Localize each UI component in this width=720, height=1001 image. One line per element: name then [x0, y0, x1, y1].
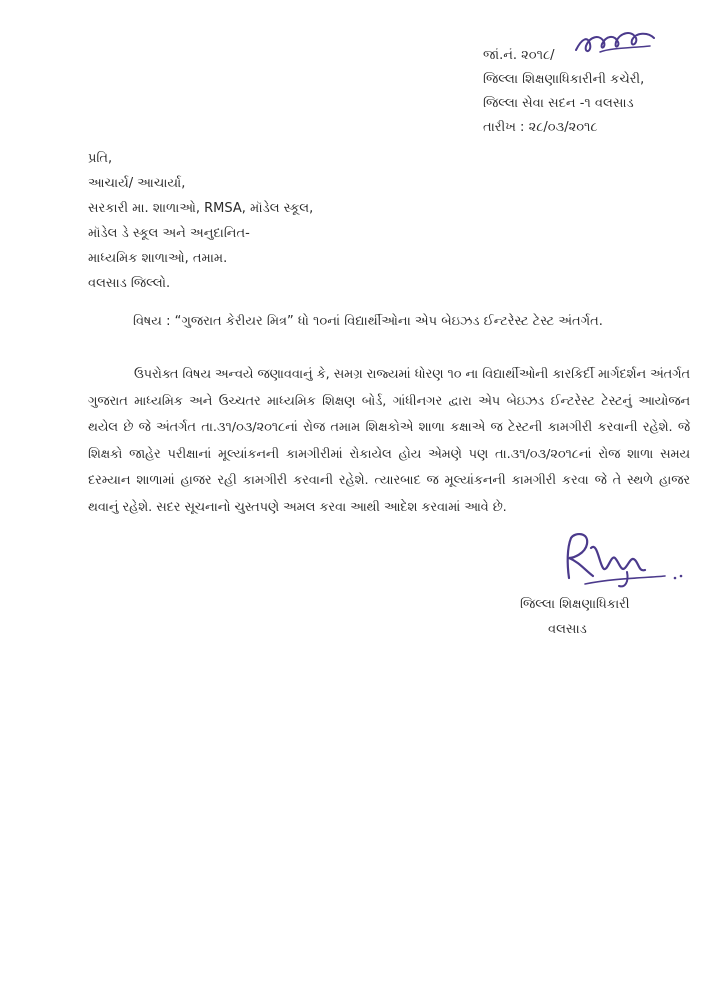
recipient-line: મૉડેલ ડે સ્કૂલ અને અનુદાનિત- [88, 226, 250, 241]
signatory-place: વલસાડ [548, 622, 587, 637]
office-address: જિલ્લા સેવા સદન -૧ વલસાડ [483, 96, 634, 111]
officer-signature [555, 528, 690, 592]
signatory-title: જિલ્લા શિક્ષણાધિકારી [520, 597, 630, 612]
recipient-line: વલસાડ જિલ્લો. [88, 276, 171, 291]
dispatch-number-handwriting [570, 28, 660, 62]
signatory-block [520, 592, 710, 642]
recipient-line: માધ્યમિક શાળાઓ, તમામ. [88, 251, 228, 266]
recipient-block [88, 146, 313, 296]
letter-body: ઉપરોક્ત વિષય અન્વયે જણાવવાનું કે, સમગ્ર રાજ્યમાં ધોરણ ૧૦ ના વિદ્યાર્થીઓની કારકિર્દી માર્ગદર્શન અંતર્ગત ગુજરાત માધ્યમિક અને ઉચ્ચતર માધ્યમિક શિક્ષણ બોર્ડ, ગાંધીનગર દ્વારા એપ બેઇઝડ ઈન્ટરેસ્ટ ટેસ્ટનું આયોજન થયેલ છે જે અંતર્ગત તા.૩૧/૦૩/૨૦૧૮નાં રોજ તમામ શિક્ષકોએ શાળા કક્ષાએ જ ટેસ્ટની કામગીરી કરવાની રહેશે. જે શિક્ષકો જાહેર પરીક્ષાનાં મૂલ્યાંકનની કામગીરીમાં રોકાયેલ હોય એમણે પણ તા.૩૧/૦૩/૨૦૧૮નાં રોજ શાળા સમય દરમ્યાન શાળામાં હાજર રહી કામગીરી કરવાની રહેશે. ત્યારબાદ જ મૂલ્યાંકનની કામગીરી કરવા જે તે સ્થળે હાજર થવાનું રહેશે. સદર સૂચનાનો ચુસ્તપણે અમલ કરવા આથી આદેશ કરવામાં આવે છે. [88, 367, 690, 515]
recipient-line: પ્રતિ, [88, 151, 113, 166]
letter-subject: વિષય : “ગુજરાત કેરીયર મિત્ર” ધો ૧૦નાં વિદ્યાર્થીઓના એપ બેઇઝડ ઈન્ટરેસ્ટ ટેસ્ટ અંતર્ગત. [133, 314, 603, 329]
recipient-line: આચાર્ય/ આચાર્યા, [88, 176, 186, 191]
recipient-line: સરકારી મા. શાળાઓ, RMSA, મૉડેલ સ્કૂલ, [88, 201, 314, 216]
dispatch-number: જાં.નં. ૨૦૧૮/ [483, 48, 555, 63]
letter-date: તારીખ : ૨૮/૦૩/૨૦૧૮ [483, 120, 598, 135]
office-name: જિલ્લા શિક્ષણાધિકારીની કચેરી, [483, 72, 645, 87]
